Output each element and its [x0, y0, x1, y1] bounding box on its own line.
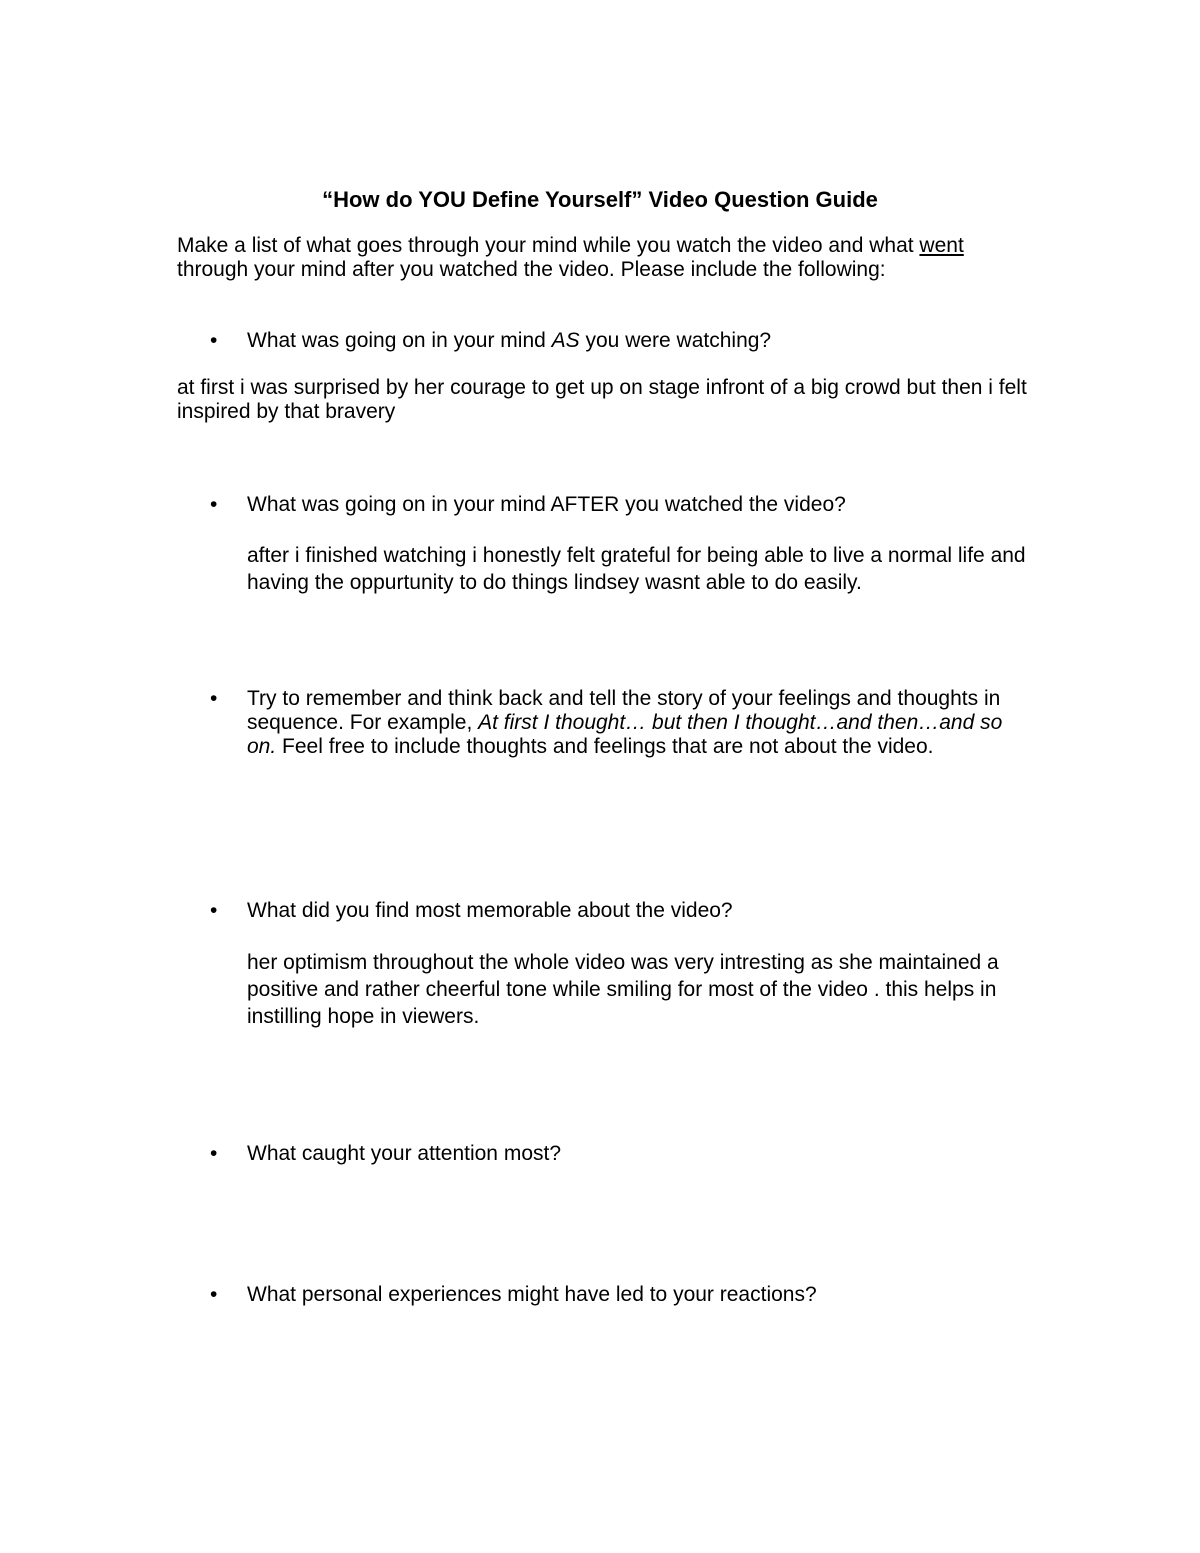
- question-1-part2: you were watching?: [579, 329, 772, 352]
- bullet-icon: •: [210, 899, 218, 922]
- answer-2: after i finished watching i honestly felt grateful for being able to live a normal life and having the oppurtunity to do things lindsey wasnt able to do easily.: [247, 544, 1026, 594]
- question-text-6: What personal experiences might have led to your reactions?: [247, 1283, 817, 1306]
- bullet-icon: •: [210, 329, 218, 352]
- question-text-3: [247, 687, 1037, 759]
- question-3-emphasis: At first I thought… but then I thought…and then…and so on.: [247, 711, 1003, 758]
- question-text-2: What was going on in your mind AFTER you watched the video?: [247, 493, 846, 516]
- question-1-part1: What was going on in your mind: [247, 329, 552, 352]
- question-text-1: [247, 329, 1037, 353]
- document-title: “How do YOU Define Yourself” Video Question Guide: [322, 187, 878, 212]
- intro-paragraph: [177, 234, 1037, 282]
- intro-text-part2: through your mind after you watched the video. Please include the following:: [177, 258, 886, 281]
- question-3-part1: Try to remember and think back and tell the story of your feelings and thoughts in sequence. For example,: [247, 687, 1001, 734]
- bullet-icon: •: [210, 1283, 218, 1306]
- question-text-4: What did you find most memorable about the video?: [247, 899, 733, 922]
- intro-underlined-word: went: [919, 234, 964, 257]
- answer-1: at first i was surprised by her courage to get up on stage infront of a big crowd but then i felt inspired by that bravery: [177, 376, 1027, 423]
- bullet-icon: •: [210, 1142, 218, 1165]
- answer-4: her optimism throughout the whole video was very intresting as she maintained a positive and rather cheerful tone while smiling for most of the video . this helps in instilling hope in viewers.: [247, 951, 999, 1028]
- question-3-part2: Feel free to include thoughts and feelings that are not about the video.: [276, 735, 934, 758]
- bullet-icon: •: [210, 687, 218, 710]
- bullet-icon: •: [210, 493, 218, 516]
- question-1-emphasis: AS: [551, 329, 580, 352]
- question-text-5: What caught your attention most?: [247, 1142, 562, 1165]
- intro-text-part1: Make a list of what goes through your mind while you watch the video and what: [177, 234, 920, 257]
